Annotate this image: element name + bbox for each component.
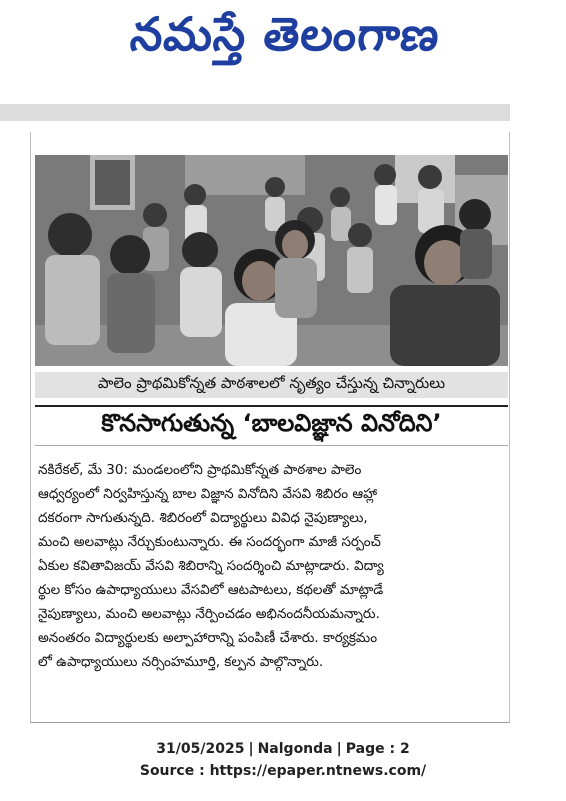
article-body-line: మంచి అలవాట్లు నేర్చుకుంటున్నారు. ఈ సందర్భంగా మాజీ సర్పంచ్ — [38, 534, 381, 550]
page-footer — [0, 738, 566, 782]
footer-date: 31/05/2025 — [156, 741, 245, 757]
article-body-line: నైపుణ్యాలు, మంచి అలవాట్లు నేర్పించడం అభినందనీయమన్నారు. — [38, 606, 380, 622]
footer-meta: 31/05/2025 | Nalgonda | Page : 2 — [156, 741, 410, 757]
article-body-line: దకరంగా సాగుతున్నది. శిబిరంలో విద్యార్థులు వివిధ నైపుణ్యాలు, — [38, 510, 368, 526]
header-divider-band — [0, 104, 510, 121]
footer-source-link[interactable]: https://epaper.ntnews.com/ — [209, 763, 427, 779]
article-body-line: నకిరేకల్, మే 30: మండలంలోని ప్రాథమికోన్నత పాఠశాల పాలెం — [38, 462, 362, 478]
footer-page: Page : 2 — [345, 741, 410, 757]
article-body-line: ఏకుల కవితావిజయ్ వేసవి శిబిరాన్ని సందర్శించి మాట్లాడారు. విద్యా — [38, 558, 384, 574]
article-headline — [35, 405, 508, 446]
photo-caption — [35, 372, 508, 398]
article-body-line: లో ఉపాధ్యాయులు నర్సింహమూర్తి, కల్పన పాల్గొన్నారు. — [38, 654, 324, 670]
footer-edition: Nalgonda — [257, 741, 333, 757]
footer-source — [0, 760, 566, 782]
article-photo — [35, 155, 508, 366]
masthead-title: నమస్తే తెలంగాణ — [128, 7, 444, 61]
article-body-line: అనంతరం విద్యార్థులకు అల్పాహారాన్ని పంపిణీ చేశారు. కార్యక్రమం — [38, 630, 378, 646]
article-body-line: ర్థుల కోసం ఉపాధ్యాయులు వేసవిలో ఆటపాటలు, కథలతో మాట్లాడే — [38, 582, 384, 598]
children-dancing-illustration — [35, 155, 508, 366]
newspaper-masthead — [70, 4, 500, 76]
article-body-line: ఆధ్వర్యంలో నిర్వహిస్తున్న బాల విజ్ఞాన వినోదిని వేసవి శిబిరం ఆహ్లా — [38, 486, 378, 502]
article-body — [38, 458, 504, 674]
footer-source-label: Source : — [139, 763, 205, 779]
photo-caption-text: పాలెం ప్రాథమికోన్నత పాఠశాలలో నృత్యం చేస్తున్న చిన్నారులు — [97, 374, 446, 392]
article-headline-text: కొనసాగుతున్న ‘బాలవిజ్ఞాన వినోదిని’ — [101, 409, 442, 437]
